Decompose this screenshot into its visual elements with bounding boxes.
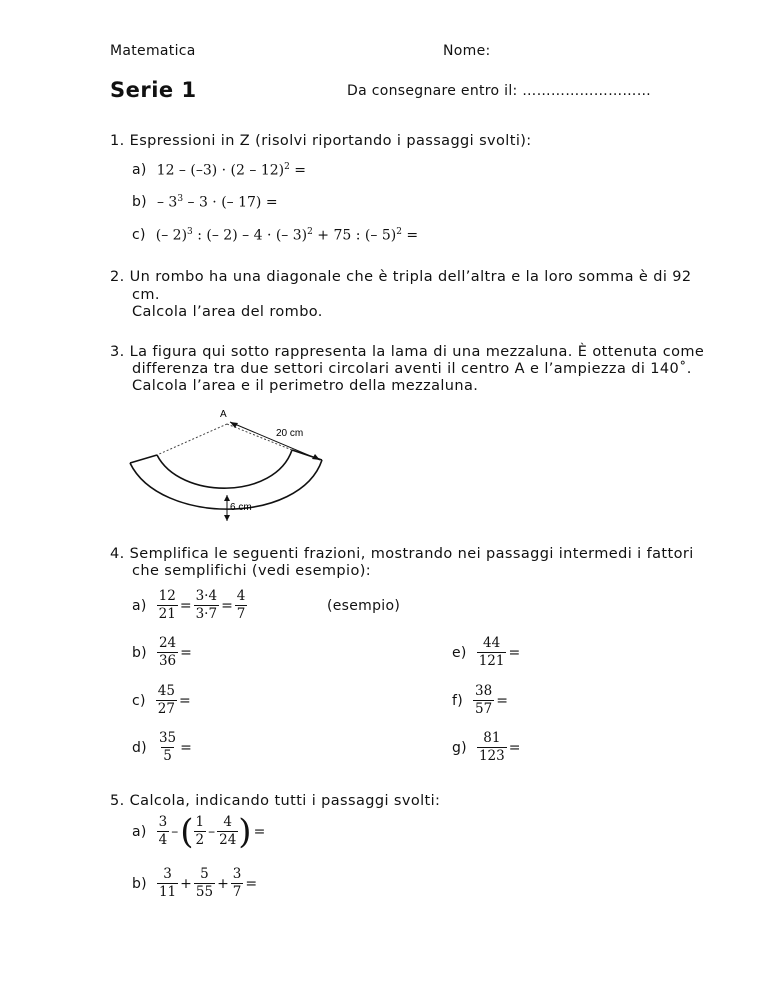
item-label: f) (452, 692, 463, 709)
center-point-label: A (220, 409, 227, 420)
expression-5b: b) $\frac{3}{11}$ + $\frac{5}{55}$ + $\frac{3}{7}$ = (132, 866, 258, 900)
due-date-label: Da consegnare entro il: ……………………… (347, 83, 651, 99)
item-label: b) (132, 194, 147, 211)
left-edge (130, 455, 157, 463)
expression-1c: c) (– 2)$^3$ : (– 2) – 4 · (– 3)$^2$ + 75 : (– 5)$^2$ = (132, 227, 419, 244)
item-label: g) (452, 739, 467, 756)
question-4-line1: 4. Semplifica le seguenti frazioni, mostrando nei passaggi intermedi i fattori (110, 546, 694, 562)
question-3-line3: Calcola l’area e il perimetro della mezzaluna. (132, 378, 479, 394)
item-label: c) (132, 227, 146, 244)
fraction: $\frac{35}{5}$ (158, 730, 177, 764)
fraction-item-b: b) $\frac{24}{36}$ = (132, 635, 192, 669)
item-label: b) (132, 875, 147, 892)
inner-arc (157, 450, 292, 488)
fraction: $\frac{24}{36}$ (158, 635, 177, 669)
item-label: b) (132, 644, 147, 661)
fraction-item-f: f) $\frac{38}{57}$ = (452, 683, 508, 717)
fraction-item-d: d) $\frac{35}{5}$ = (132, 730, 192, 764)
thickness-label: 6 cm (230, 502, 252, 513)
radius-left (157, 424, 227, 455)
page-title: Serie 1 (110, 78, 197, 102)
fraction: $\frac{44}{121}$ (478, 635, 505, 669)
question-2-line2: cm. (132, 287, 160, 303)
outer-arc (130, 460, 322, 509)
arrowhead-icon (224, 495, 230, 501)
question-2-line1: 2. Un rombo ha una diagonale che è tripla dell’altra e la loro somma è di 92 (110, 269, 692, 285)
item-label: e) (452, 644, 467, 661)
example-label: (esempio) (327, 598, 401, 614)
expression-5a: a) $\frac{3}{4}$ – ( $\frac{1}{2}$ – $\frac{4}{24}$ ) = (132, 811, 266, 852)
fraction: $\frac{38}{57}$ (475, 683, 493, 717)
fraction-item-e: e) $\frac{44}{121}$ = (452, 635, 521, 669)
arrowhead-icon (224, 515, 230, 521)
fraction-item-c: c) $\frac{45}{27}$ = (132, 683, 191, 717)
fraction-item-g: g) $\frac{81}{123}$ = (452, 730, 521, 764)
item-label: a) (132, 162, 147, 179)
radius-dimension-line (230, 422, 320, 460)
question-1-text: 1. Espressioni in Z (risolvi riportando i passaggi svolti): (110, 133, 532, 149)
item-label: a) (132, 823, 147, 840)
item-label: a) (132, 597, 147, 614)
arrowhead-icon (312, 454, 320, 460)
name-label: Nome: (443, 43, 491, 59)
expression-1b: b) – $3^3 - 3$ · (– 17) = (132, 194, 278, 211)
subject-label: Matematica (110, 43, 196, 59)
fraction: $\frac{4}{7}$ (236, 588, 246, 622)
item-label: d) (132, 739, 147, 756)
question-5-text: 5. Calcola, indicando tutti i passaggi svolti: (110, 793, 441, 809)
item-label: c) (132, 692, 146, 709)
fraction: $\frac{45}{27}$ (157, 683, 175, 717)
fraction: $\frac{81}{123}$ (478, 730, 505, 764)
fraction-item-a: a) $\frac{12}{21}$ = $\frac{3\cdot 4}{3\cdot 7}$ = $\frac{4}{7}$ (132, 588, 246, 622)
question-3-line2: differenza tra due settori circolari aventi il centro A e l’ampiezza di 140˚. (132, 361, 692, 377)
fraction: $\frac{3\cdot 4}{3\cdot 7}$ (195, 588, 218, 622)
fraction: $\frac{12}{21}$ (158, 588, 176, 622)
question-4-line2: che semplifichi (vedi esempio): (132, 563, 372, 579)
radius-label: 20 cm (276, 428, 304, 439)
question-2-line3: Calcola l’area del rombo. (132, 304, 323, 320)
expression-1a: a) 12 – (–3) · (2 – 12)$^2$ = (132, 162, 307, 179)
question-3-line1: 3. La figura qui sotto rappresenta la lama di una mezzaluna. È ottenuta come (110, 344, 705, 360)
crescent-blade-figure (120, 400, 350, 530)
